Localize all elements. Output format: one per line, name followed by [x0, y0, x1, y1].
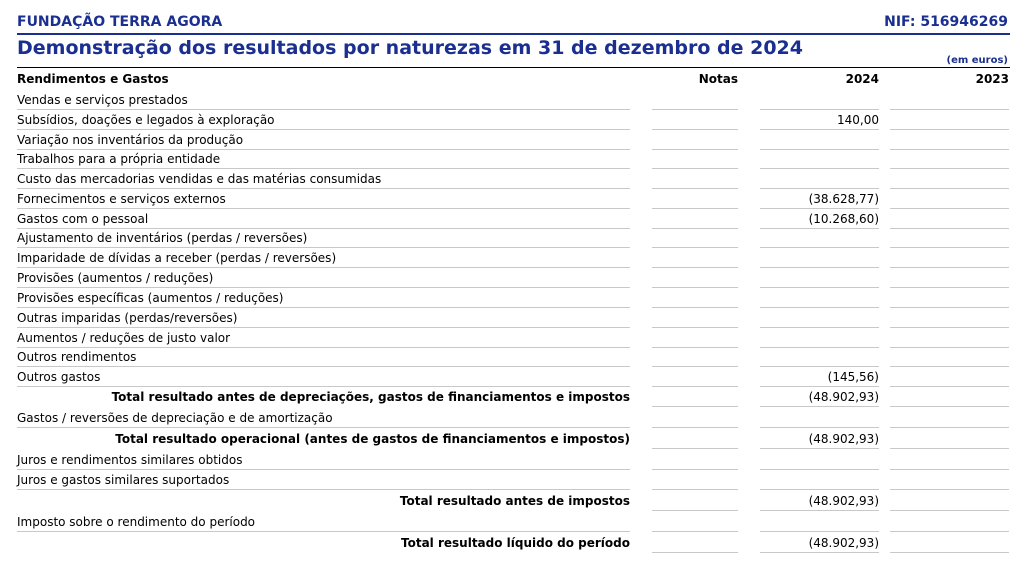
row-underline [890, 149, 1009, 150]
row-underline [652, 168, 738, 169]
row-underline [652, 247, 738, 248]
row-underline [652, 552, 738, 553]
row-label: Ajustamento de inventários (perdas / reversões) [17, 231, 308, 245]
currency-unit-note: (em euros) [946, 55, 1008, 66]
row-underline [652, 228, 738, 229]
row-underline [17, 267, 630, 268]
row-label: Total resultado líquido do período [401, 536, 630, 550]
column-header-2023: 2023 [975, 72, 1009, 86]
row-underline [17, 149, 630, 150]
row-label: Outros rendimentos [17, 350, 137, 364]
row-underline [652, 427, 738, 428]
row-underline [17, 347, 630, 348]
value-2024: (48.902,93) [808, 536, 879, 550]
row-label: Outras imparidas (perdas/reversões) [17, 311, 238, 325]
row-underline [760, 188, 879, 189]
row-underline [760, 427, 879, 428]
row-underline [760, 327, 879, 328]
page-title: Demonstração dos resultados por naturezas em 31 de dezembro de 2024 [17, 37, 803, 59]
row-underline [890, 469, 1009, 470]
organization-name: FUNDAÇÃO TERRA AGORA [17, 14, 223, 30]
row-label: Outros gastos [17, 370, 101, 384]
row-underline [652, 129, 738, 130]
row-underline [760, 552, 879, 553]
row-underline [890, 347, 1009, 348]
row-underline [17, 307, 630, 308]
row-underline [760, 448, 879, 449]
row-underline [17, 287, 630, 288]
row-underline [17, 489, 630, 490]
row-underline [760, 208, 879, 209]
value-2024: (145,56) [827, 370, 879, 384]
row-label: Provisões (aumentos / reduções) [17, 271, 214, 285]
row-underline [17, 247, 630, 248]
value-2024: (48.902,93) [808, 432, 879, 446]
row-underline [890, 552, 1009, 553]
row-underline [890, 386, 1009, 387]
row-label: Total resultado antes de impostos [399, 494, 630, 508]
row-underline [890, 406, 1009, 407]
row-label: Imparidade de dívidas a receber (perdas / reversões) [17, 251, 337, 265]
row-underline [890, 366, 1009, 367]
row-underline [760, 247, 879, 248]
row-underline [652, 208, 738, 209]
row-underline [890, 129, 1009, 130]
row-label: Total resultado antes de depreciações, gastos de financiamentos e impostos [111, 390, 630, 404]
row-label: Imposto sobre o rendimento do período [17, 515, 256, 529]
row-label: Juros e gastos similares suportados [17, 473, 230, 487]
row-underline [17, 228, 630, 229]
row-underline [652, 149, 738, 150]
row-underline [890, 228, 1009, 229]
value-2024: (38.628,77) [808, 192, 879, 206]
row-underline [652, 386, 738, 387]
row-underline [652, 109, 738, 110]
row-underline [652, 510, 738, 511]
tax-id: NIF: 516946269 [884, 14, 1008, 30]
row-underline [760, 469, 879, 470]
row-underline [760, 109, 879, 110]
row-underline [890, 109, 1009, 110]
row-label: Total resultado operacional (antes de gastos de financiamentos e impostos) [115, 432, 630, 446]
row-underline [890, 307, 1009, 308]
row-underline [890, 427, 1009, 428]
row-underline [760, 366, 879, 367]
row-underline [890, 287, 1009, 288]
row-underline [760, 228, 879, 229]
value-2024: 140,00 [837, 113, 879, 127]
row-underline [17, 168, 630, 169]
row-underline [17, 366, 630, 367]
row-underline [760, 489, 879, 490]
row-label: Gastos com o pessoal [17, 212, 149, 226]
column-header-label: Rendimentos e Gastos [17, 72, 169, 86]
row-label: Aumentos / reduções de justo valor [17, 331, 231, 345]
row-underline [760, 267, 879, 268]
row-underline [652, 188, 738, 189]
row-underline [760, 149, 879, 150]
row-underline [760, 347, 879, 348]
row-underline [652, 448, 738, 449]
row-underline [652, 531, 738, 532]
row-underline [760, 386, 879, 387]
row-underline [17, 208, 630, 209]
row-underline [890, 327, 1009, 328]
row-label: Fornecimentos e serviços externos [17, 192, 226, 206]
column-header-2024: 2024 [845, 72, 879, 86]
row-underline [760, 287, 879, 288]
row-label: Variação nos inventários da produção [17, 133, 244, 147]
row-underline [760, 168, 879, 169]
row-underline [652, 406, 738, 407]
row-underline [17, 327, 630, 328]
row-underline [652, 489, 738, 490]
row-underline [17, 109, 630, 110]
row-underline [890, 531, 1009, 532]
row-label: Provisões específicas (aumentos / reduções) [17, 291, 284, 305]
row-underline [17, 427, 630, 428]
row-underline [760, 406, 879, 407]
row-underline [890, 489, 1009, 490]
value-2024: (10.268,60) [808, 212, 879, 226]
row-underline [890, 168, 1009, 169]
row-underline [760, 510, 879, 511]
row-underline [760, 129, 879, 130]
row-label: Trabalhos para a própria entidade [17, 152, 221, 166]
row-underline [652, 327, 738, 328]
row-label: Custo das mercadorias vendidas e das matérias consumidas [17, 172, 382, 186]
row-underline [652, 366, 738, 367]
row-underline [760, 307, 879, 308]
row-underline [652, 469, 738, 470]
column-header-notas: Notas [698, 72, 738, 86]
row-underline [652, 267, 738, 268]
row-underline [652, 287, 738, 288]
row-underline [652, 307, 738, 308]
row-underline [890, 267, 1009, 268]
row-label: Juros e rendimentos similares obtidos [17, 453, 243, 467]
row-underline [17, 188, 630, 189]
row-underline [17, 386, 630, 387]
value-2024: (48.902,93) [808, 390, 879, 404]
row-underline [652, 347, 738, 348]
row-label: Vendas e serviços prestados [17, 93, 188, 107]
row-underline [17, 129, 630, 130]
row-underline [890, 448, 1009, 449]
row-label: Gastos / reversões de depreciação e de amortização [17, 411, 333, 425]
row-underline [17, 531, 630, 532]
row-underline [890, 208, 1009, 209]
value-2024: (48.902,93) [808, 494, 879, 508]
row-underline [890, 188, 1009, 189]
row-underline [17, 469, 630, 470]
row-underline [760, 531, 879, 532]
row-label: Subsídios, doações e legados à exploração [17, 113, 275, 127]
row-underline [890, 510, 1009, 511]
row-underline [890, 247, 1009, 248]
